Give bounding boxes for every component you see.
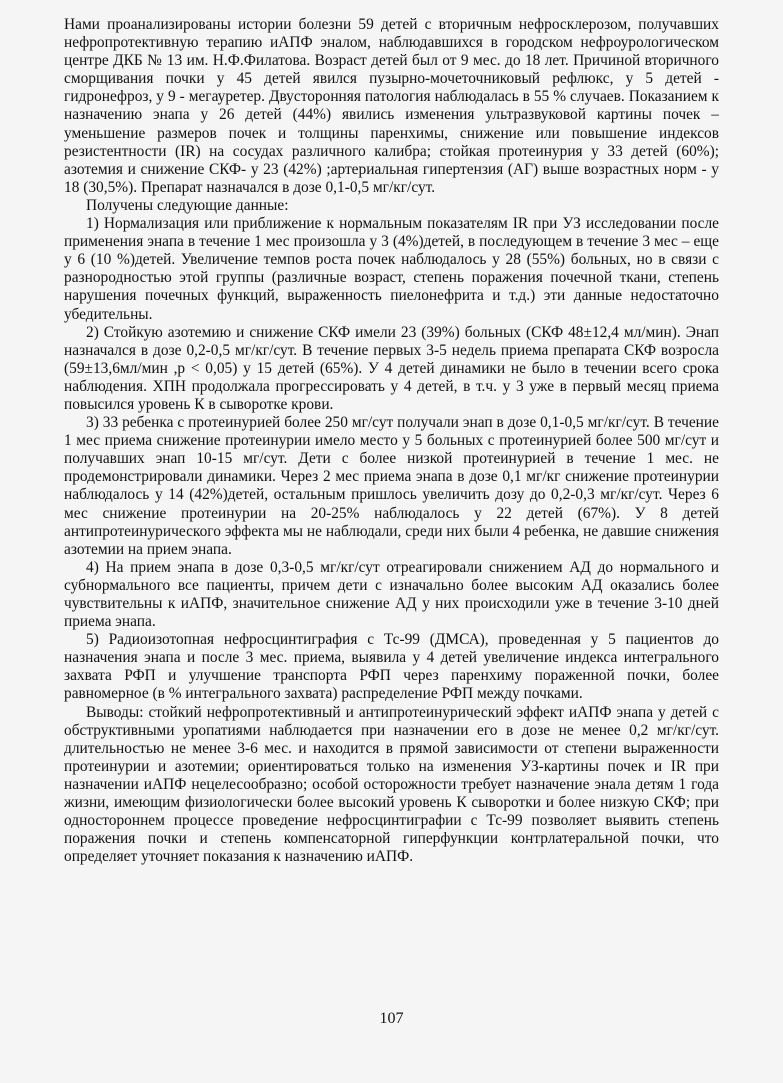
- paragraph-intro: Нами проанализированы истории болезни 59 детей с вторичным нефросклерозом, получавших нефропротективную терапию иАПФ эналом, наблюдавшихся в городском нефроурологическом центре ДКБ № 13 им. Н.Ф.Филатова. Возраст детей был от 9 мес. до 18 лет. Причиной вторичного сморщивания почки у 45 детей явился пузырно-мочеточниковый рефлюкс, у 5 детей - гидронефроз, у 9 - мегауретер. Двусторонняя патология наблюдалась в 55 % случаев. Показанием к назначению энапа у 26 детей (44%) явились изменения ультразвуковой картины почек – уменьшение размеров почек и толщины паренхимы, снижение или повышение индексов резистентности (IR) на сосудах различного калибра; стойкая протеинурия у 33 детей (60%); азотемия и снижение СКФ- у 23 (42%) ;артериальная гипертензия (АГ) выше возрастных норм - у 18 (30,5%). Препарат назначался в дозе 0,1-0,5 мг/кг/сут.: [64, 16, 719, 196]
- paragraph-results-heading: Получены следующие данные:: [86, 196, 289, 214]
- paragraph-result-3: 3) 33 ребенка с протеинурией более 250 мг/сут получали энап в дозе 0,1-0,5 мг/кг/сут. В течение 1 мес приема снижение протеинурии имело место у 5 больных с протеинурией более 500 мг/сут и получавших энап 10-15 мг/сут. Дети с более низкой протеинурией в течение 1 мес. не продемонстрировали динамики. Через 2 мес приема энапа в дозе 0,1 мг/кг снижение протеинурии наблюдалось у 14 (42%)детей, остальным пришлось увеличить дозу до 0,2-0,3 мг/кг/сут. Через 6 мес снижение протеинурии на 20-25% наблюдалось у 22 детей (67%). У 8 детей антипротеинурического эффекта мы не наблюдали, среди них были 4 ребенка, не давшие снижения азотемии на прием энапа.: [64, 414, 719, 558]
- page-number: 107: [379, 1010, 404, 1027]
- paragraph-result-4: 4) На прием энапа в дозе 0,3-0,5 мг/кг/сут отреагировали снижением АД до нормального и субнормального все пациенты, причем дети с изначально более высоким АД оказались более чувствительны к иАПФ, значительное снижение АД у них происходили уже в течение 3-10 дней приема энапа.: [64, 558, 719, 631]
- paragraph-result-2: 2) Стойкую азотемию и снижение СКФ имели 23 (39%) больных (СКФ 48±12,4 мл/мин). Энап назначался в дозе 0,2-0,5 мг/кг/сут. В течение первых 3-5 недель приема препарата СКФ возросла (59±13,6мл/мин ,р < 0,05) у 15 детей (65%). У 4 детей динамики не было в течении всего срока наблюдения. ХПН продолжала прогрессировать у 4 детей, в т.ч. у 3 уже в первый месяц приема повысился уровень К в сыворотке крови.: [64, 323, 719, 413]
- paragraph-result-5: 5) Радиоизотопная нефросцинтиграфия с Тс-99 (ДМСА), проведенная у 5 пациентов до назначения энапа и после 3 мес. приема, выявила у 4 детей увеличение индекса интегрального захвата РФП и улучшение транспорта РФП через паренхиму пораженной почки, более равномерное (в % интегрального захвата) распределение РФП между почками.: [64, 631, 719, 703]
- paragraph-conclusions: Выводы: стойкий нефропротективный и антипротеинурический эффект иАПФ энапа у детей с обструктивными уропатиями наблюдается при назначении его в дозе не менее 0,2 мг/кг/сут. длительностью не менее 3-6 мес. и находится в прямой зависимости от степени выраженности протеинурии и азотемии; ориентироваться только на изменения УЗ-картины почек и IR при назначении иАПФ нецелесообразно; особой осторожности требует назначение энала детям 1 года жизни, имеющим физиологически более высокий уровень К сыворотки и более низкую СКФ; при одностороннем процессе проведение нефросцинтиграфии с Тс-99 позволяет выявить степень поражения почки и степень компенсаторной гиперфункции контрлатеральной почки, что определяет уточняет показания к назначению иАПФ.: [64, 703, 719, 866]
- paragraph-result-1: 1) Нормализация или приближение к нормальным показателям IR при УЗ исследовании после применения энапа в течение 1 мес произошла у 3 (4%)детей, в последующем в течение 3 мес – еще у 6 (10 %)детей. Увеличение темпов роста почек наблюдалось у 28 (55%) больных, но в связи с разнородностью этой группы (различные возраст, степень поражения почечной ткани, степень нарушения почечных функций, выраженность пиелонефрита и т.д.) эти данные недостаточно убедительны.: [64, 215, 719, 323]
